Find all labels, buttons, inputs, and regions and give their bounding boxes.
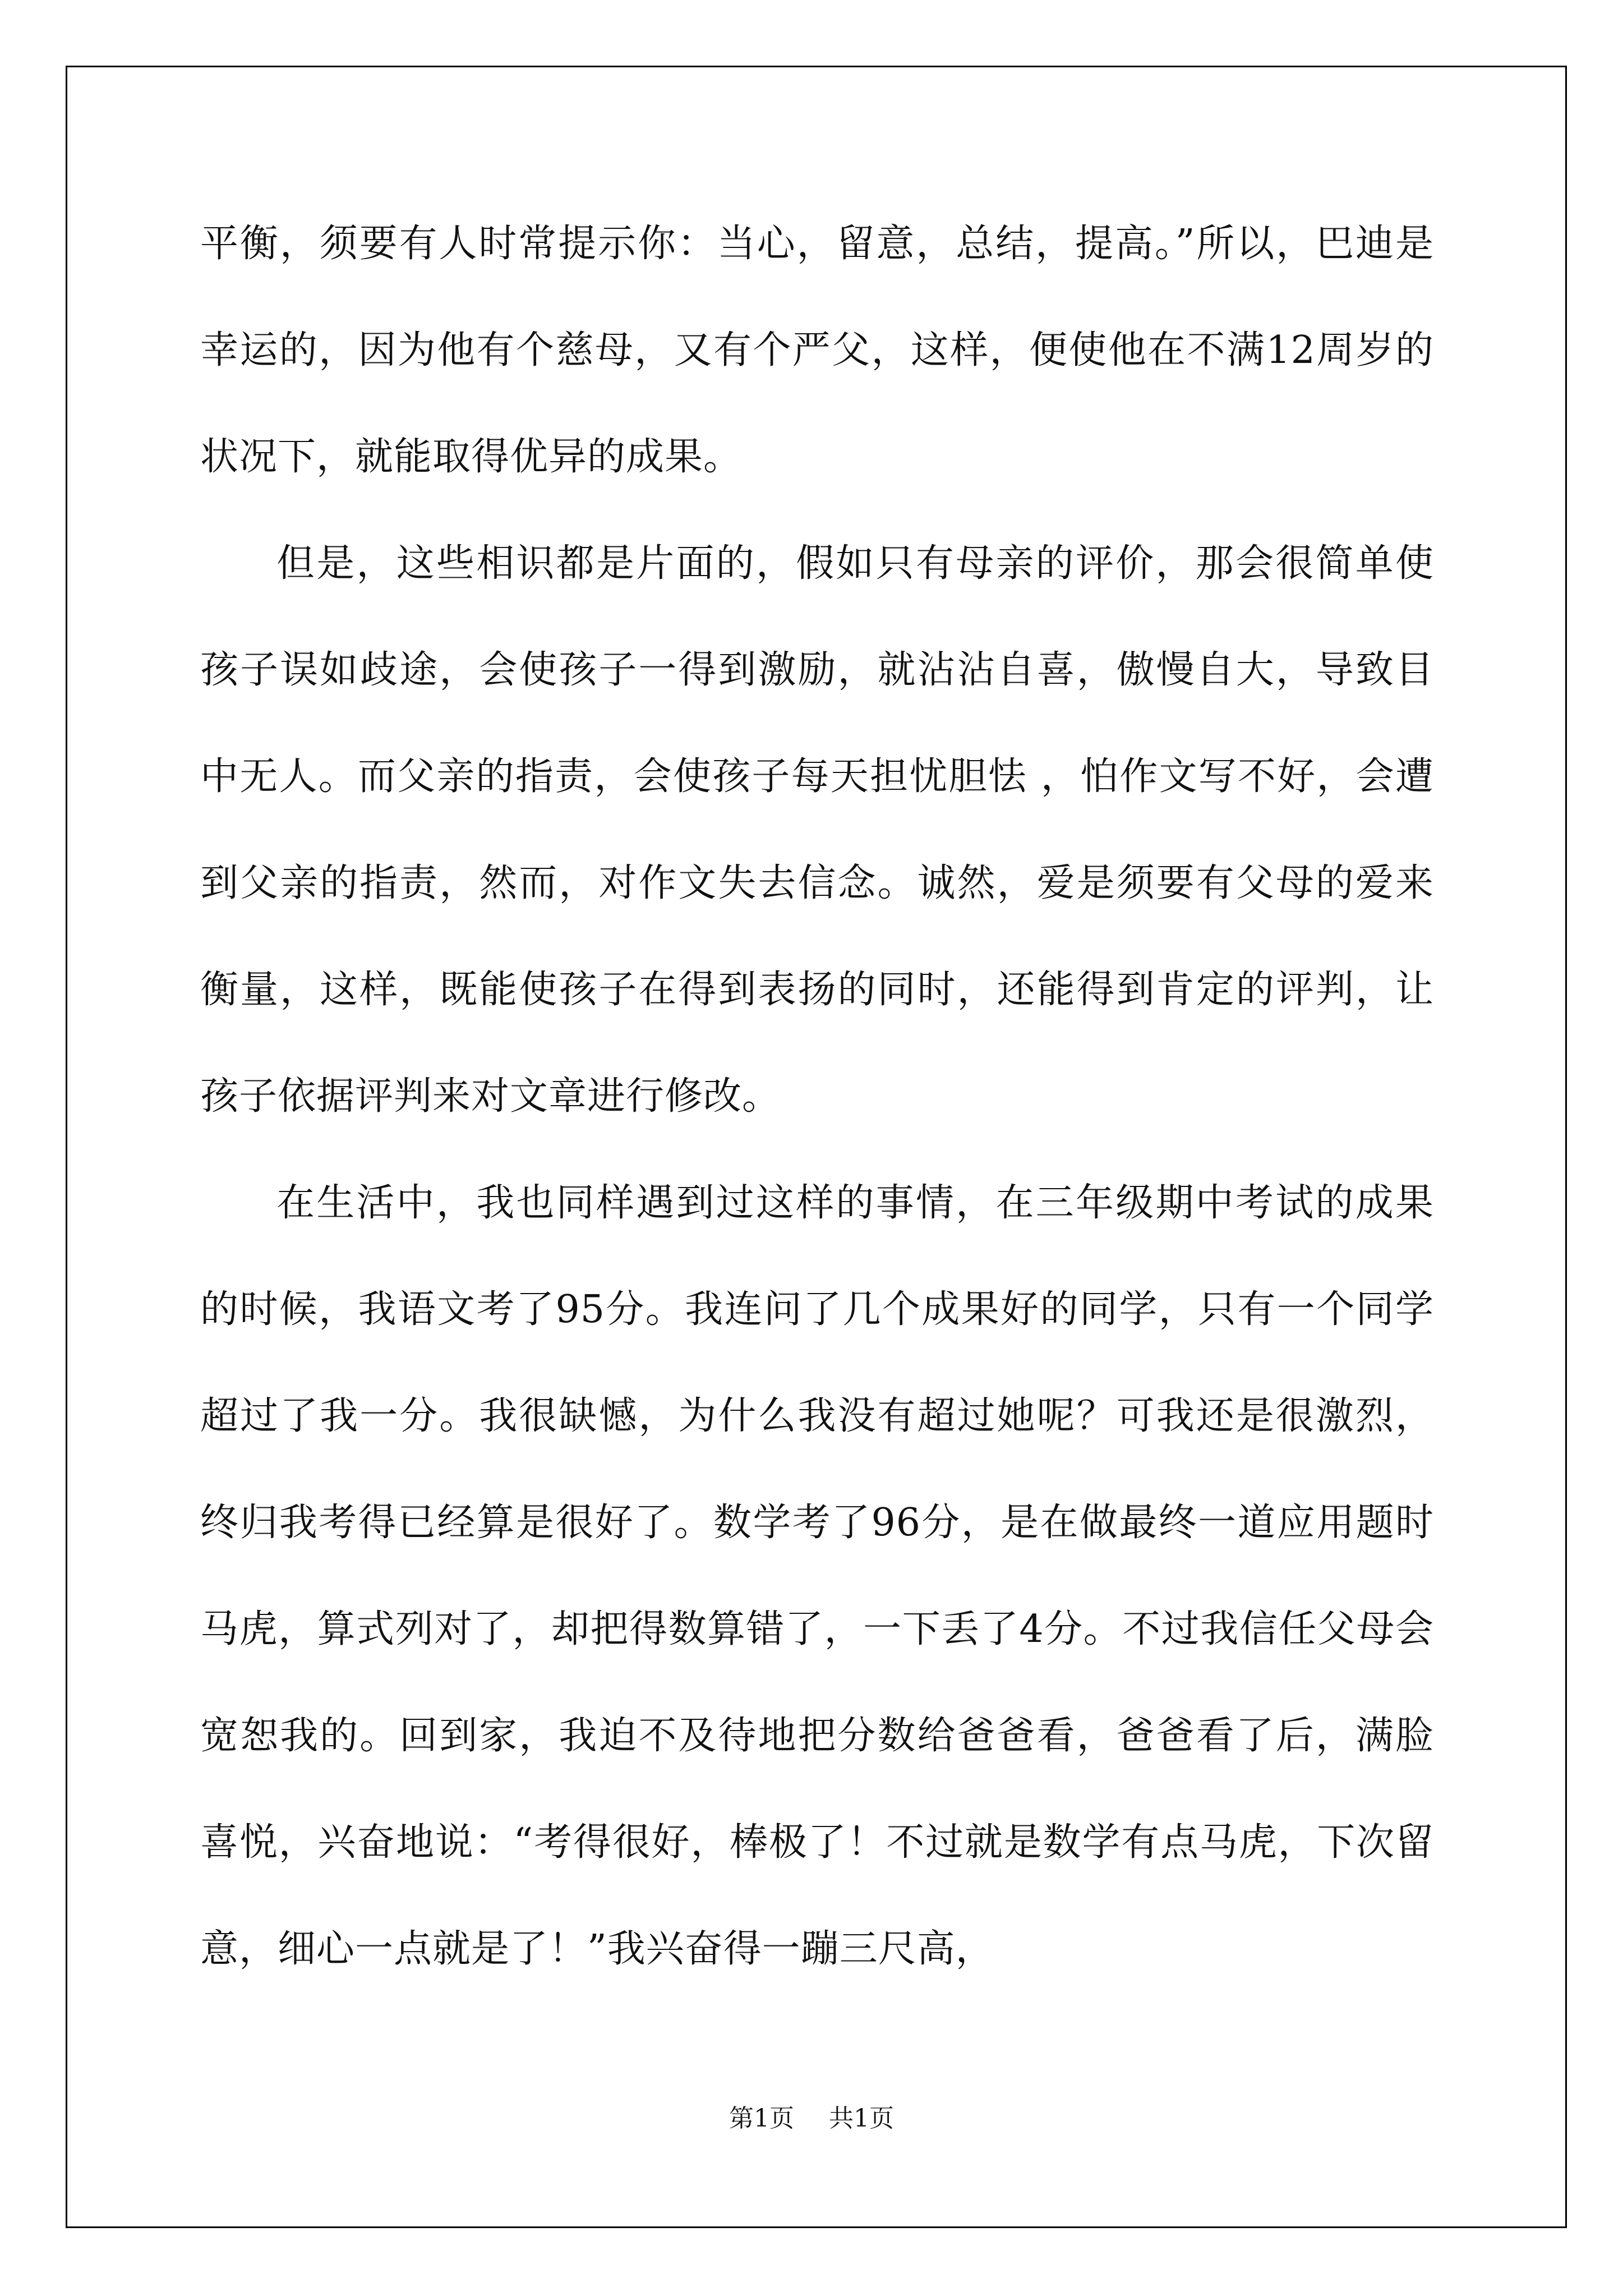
current-page-label: 第1页: [729, 2104, 794, 2133]
paragraph-1: 平衡，须要有人时常提示你：当心，留意，总结，提高。”所以，巴迪是幸运的，因为他有个慈母，又有个严父，这样，便使他在不满12周岁的状况下，就能取得优异的成果。: [200, 222, 1434, 479]
paragraph-2: 但是，这些相识都是片面的，假如只有母亲的评价，那会很简单使孩子误如歧途，会使孩子一得到激励，就沾沾自喜，傲慢自大，导致目中无人。而父亲的指责，会使孩子每天担忧胆怯 ，怕作文写不好，会遭到父亲的指责，然而，对作文失去信念。诚然，爱是须要有父母的爱来衡量，这样，既能使孩子在得到表扬的同时，还能得到肯定的评判，让孩子依据评判来对文章进行修改。: [200, 541, 1434, 1119]
total-pages-label: 共1页: [829, 2104, 894, 2133]
document-body: [200, 191, 1434, 2003]
paragraph-3: 在生活中，我也同样遇到过这样的事情，在三年级期中考试的成果的时候，我语文考了95分。我连问了几个成果好的同学，只有一个同学超过了我一分。我很缺憾，为什么我没有超过她呢？可我还是很激烈，终归我考得已经算是很好了。数学考了96分，是在做最终一道应用题时马虎，算式列对了，却把得数算错了，一下丢了4分。不过我信任父母会宽恕我的。回到家，我迫不及待地把分数给爸爸看，爸爸看了后，满脸喜悦，兴奋地说：“考得很好，棒极了！不过就是数学有点马虎，下次留意，细心一点就是了！”我兴奋得一蹦三尺高，: [200, 1181, 1434, 1971]
page-footer: [0, 2098, 1623, 2134]
